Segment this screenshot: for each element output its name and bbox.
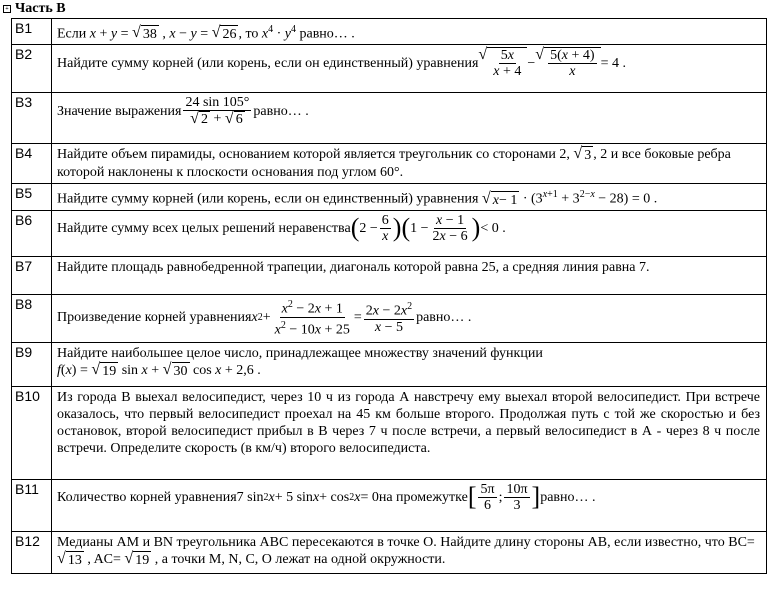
table-row <box>12 45 767 93</box>
row-number: В10 <box>12 386 52 479</box>
table-row <box>12 19 767 45</box>
table-row <box>12 386 767 479</box>
problem-text: Если x + y = √ 38 , x − y = √ 26 , то $x^4 \cdot y^4$ равно… . <box>52 19 767 45</box>
table-row <box>12 294 767 342</box>
problem-text: Найдите наибольшее целое число, принадлежащее множеству значений функции f(x) = √ 19 sin x + √ 30 cos x + 2,6 . <box>52 342 767 386</box>
section-title: Часть В <box>15 1 66 16</box>
row-number: В5 <box>12 184 52 210</box>
table-row <box>12 479 767 531</box>
problem-text: Произведение корней уравнения x 2 + $\frac{x^2 - 2x + 1}{x^2 - 10x + 25}$ = $\frac{2x - 2x^2}{x - 5}$ равно… . <box>52 294 767 342</box>
row-number: В2 <box>12 45 52 93</box>
table-row <box>12 184 767 210</box>
row-number: В9 <box>12 342 52 386</box>
problem-text: Найдите сумму корней (или корень, если он единственный) уравнения √ x − 1 · $(3^{x+1} + 3^{2-x} - 28) = 0$ . <box>52 184 767 210</box>
problem-text: Найдите объем пирамиды, основанием которой является треугольник со сторонами 2, √ 3 , 2 и все боковые ребра которой наклонены к плоскости основания под углом 60°. <box>52 144 767 184</box>
problem-text: Найдите сумму всех целых решений неравенства ( 2 − $\frac{6}{x}$ ) ( 1 − $\frac{x - 1}{2x - 6}$ ) < 0 . <box>52 210 767 256</box>
row-number: В4 <box>12 144 52 184</box>
row-number: В12 <box>12 531 52 573</box>
table-row <box>12 342 767 386</box>
row-number: В6 <box>12 210 52 256</box>
row-number: В11 <box>12 479 52 531</box>
anchor-icon: + <box>3 5 11 13</box>
table-row <box>12 144 767 184</box>
table-row <box>12 93 767 144</box>
problem-text: Найдите сумму корней (или корень, если он единственный) уравнения √ $\frac{5x}{x + 4}$ − √ $\frac{5(x + 4)}{x}$ = 4 . <box>52 45 767 93</box>
row-number: В8 <box>12 294 52 342</box>
problems-table <box>11 18 767 574</box>
section-heading <box>3 1 66 17</box>
row-number: В1 <box>12 19 52 45</box>
problem-text: Из города В выехал велосипедист, через 10 ч из города А навстречу ему выехал второй велосипедист. При встрече оказалось, что первый велосипедист проехал на 45 км больше второго. Продолжая путь с той же скоростью и без остановок, второй велосипедист прибыл в В через 7 ч после встречи, а первый велосипедист в А - через 8 ч после встречи. Определите скорость (в км/ч) второго велосипедиста. <box>52 386 767 479</box>
problem-text: Медианы AM и BN треугольника ABC пересекаются в точке O. Найдите длину стороны AB, если известно, что BC= √ 13 , AC= √ 19 , а точки M, N, C, O лежат на одной окружности. <box>52 531 767 573</box>
problem-text: Количество корней уравнения 7 sin 2 x + 5 sin x + cos 2 x = 0 на промежутке [ $\frac{5\pi}{6}$ ; $\frac{10\pi}{3}$ ] равно… . <box>52 479 767 531</box>
table-row <box>12 256 767 294</box>
row-number: В3 <box>12 93 52 144</box>
row-number: В7 <box>12 256 52 294</box>
problem-text: Найдите площадь равнобедренной трапеции, диагональ которой равна 25, а средняя линия равна 7. <box>52 256 767 294</box>
table-row <box>12 531 767 573</box>
table-row <box>12 210 767 256</box>
problem-text: Значение выражения 24 sin 105° √ 2 + √ 6 равно… . <box>52 93 767 144</box>
